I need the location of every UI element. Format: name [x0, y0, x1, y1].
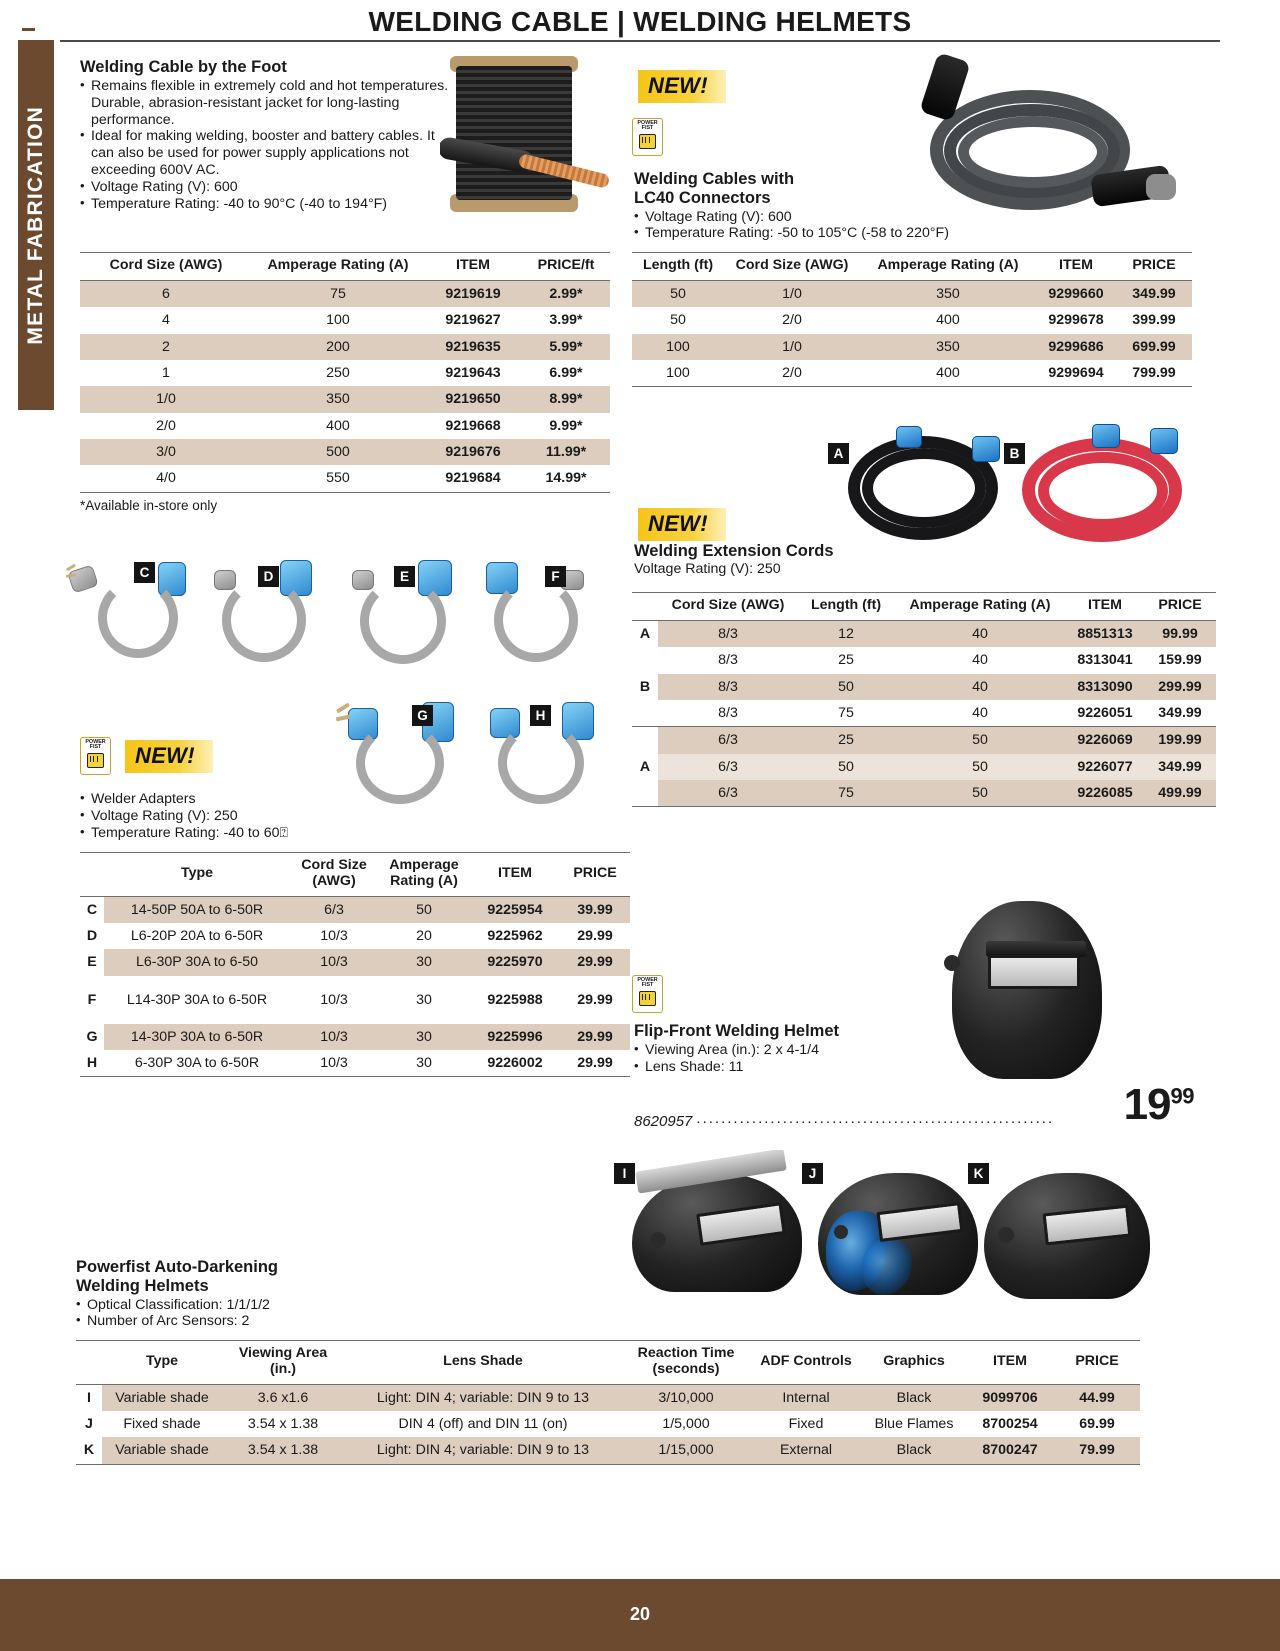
spec-item: • Lens Shade: 11	[634, 1059, 964, 1076]
cell-graphics: Blue Flames	[874, 1416, 954, 1433]
cell-type: Fixed shade	[123, 1416, 201, 1433]
item-number: 8620957	[634, 1113, 693, 1130]
cell-item: 9219676	[424, 439, 522, 465]
key-chip-j: J	[802, 1163, 823, 1184]
flip-front-helmet-title: Flip-Front Welding Helmet	[634, 1022, 840, 1040]
cell-amperage: 400	[326, 417, 350, 434]
key-chip-b: B	[1004, 443, 1025, 464]
cell-key: E	[80, 949, 104, 975]
table-row	[80, 386, 610, 412]
cell-price: 159.99	[1158, 652, 1202, 669]
table-row	[76, 1384, 1140, 1411]
cell-item: 9219619	[424, 280, 522, 307]
welding-cable-foot-block	[80, 58, 460, 213]
key-chip-c: C	[134, 562, 155, 583]
cell-amperage: 100	[326, 312, 350, 329]
col-header: ITEM	[1066, 593, 1144, 621]
welder-adapters-specs	[80, 791, 410, 842]
cell-length: 25	[838, 652, 854, 669]
cell-item: 9226077	[1066, 754, 1144, 780]
cell-cord-size: 10/3	[320, 928, 348, 945]
col-header: Amperage Rating (A)	[378, 853, 470, 897]
table-row	[80, 280, 610, 307]
cell-item: 8313090	[1066, 674, 1144, 700]
cell-item: 9299660	[1036, 280, 1116, 307]
new-badge: NEW!	[638, 508, 726, 541]
cell-item: 9219635	[424, 334, 522, 360]
spec-item: • Temperature Rating: -40 to 60⍰	[80, 825, 410, 842]
cell-amperage: 40	[894, 674, 1066, 700]
col-header: Amperage Rating (A)	[252, 253, 424, 281]
cell-cord-size: 10/3	[290, 949, 378, 975]
cell-price: 799.99	[1116, 360, 1192, 387]
col-header: PRICE	[1116, 253, 1192, 281]
flip-front-helmet-specs	[634, 1042, 964, 1076]
cell-length: 100	[632, 334, 724, 360]
cell-amperage: 400	[860, 360, 1036, 387]
cell-key: A	[632, 620, 658, 647]
auto-darkening-specs	[76, 1297, 476, 1331]
power-fist-logo-icon	[632, 975, 663, 1013]
auto-darkening-helmet-image-k	[966, 1155, 1176, 1303]
cell-amperage: 40	[894, 620, 1066, 647]
table-row	[632, 620, 1216, 647]
spec-item: • Remains flexible in extremely cold and hot temperatures.	[80, 78, 460, 95]
cell-key: F	[80, 976, 104, 1024]
cell-cord-size: 4	[162, 312, 170, 329]
cell-item: 9225988	[487, 991, 543, 1008]
lc40-table-wrap	[632, 252, 1192, 387]
cell-amperage: 400	[936, 312, 960, 329]
auto-darkening-title-line2: Welding Helmets	[76, 1276, 209, 1295]
spec-item: • Welder Adapters	[80, 791, 410, 808]
auto-darkening-table	[76, 1340, 1140, 1465]
cell-key: B	[632, 674, 658, 700]
extension-cords-table-wrap	[632, 592, 1216, 807]
cell-price: 349.99	[1158, 704, 1202, 721]
flip-front-helmet-price-row	[634, 1080, 1194, 1130]
cell-cord-size: 2/0	[724, 360, 860, 387]
auto-darkening-block	[76, 1258, 476, 1330]
cell-reaction-time: 3/10,000	[622, 1384, 750, 1411]
cell-cord-size: 6	[80, 280, 252, 307]
cell-amperage: 40	[972, 704, 988, 721]
cell-price: 499.99	[1144, 780, 1216, 807]
col-header: Type	[104, 853, 290, 897]
cell-viewing-area: 3.54 x 1.38	[247, 1416, 319, 1433]
key-chip-e: E	[394, 566, 415, 587]
welding-cable-foot-table	[80, 252, 610, 493]
cell-amperage: 350	[860, 280, 1036, 307]
fist-icon	[639, 134, 656, 149]
spec-item: • Optical Classification: 1/1/1/2	[76, 1297, 476, 1314]
cell-type: L14-30P 30A to 6-50R	[126, 991, 268, 1008]
cell-item: 9219668	[445, 417, 501, 434]
power-fist-logo-icon	[632, 118, 663, 156]
table-row	[632, 334, 1192, 360]
key-chip-d: D	[258, 566, 279, 587]
cell-cord-size: 6/3	[658, 780, 798, 807]
in-store-footnote: *Available in-store only	[80, 497, 218, 513]
cell-cord-size: 10/3	[290, 1050, 378, 1077]
cell-adf-controls: Internal	[750, 1384, 862, 1411]
cell-amperage: 50	[894, 754, 1066, 780]
welding-cable-foot-rows	[80, 280, 610, 492]
fist-icon	[87, 753, 104, 768]
cell-type: Variable shade	[102, 1384, 222, 1411]
table-row	[76, 1437, 1140, 1464]
cell-price: 14.99*	[522, 465, 610, 492]
cell-item: 9226051	[1077, 704, 1133, 721]
cell-price: 349.99	[1116, 280, 1192, 307]
cell-price: 29.99	[560, 949, 630, 975]
cell-price: 11.99*	[522, 439, 610, 465]
cell-key	[632, 700, 658, 727]
table-row	[76, 1411, 1140, 1437]
spec-item: • Voltage Rating (V): 600	[80, 179, 460, 196]
extension-cords-title: Welding Extension Cords	[634, 542, 834, 560]
cell-key: D	[80, 923, 104, 949]
col-header: PRICE/ft	[522, 253, 610, 281]
new-badge: NEW!	[125, 740, 213, 773]
cell-graphics: Black	[862, 1384, 966, 1411]
table-row	[632, 754, 1216, 780]
cell-cord-size: 1/0	[80, 386, 252, 412]
cell-key: I	[76, 1384, 102, 1411]
spec-item: • Temperature Rating: -40 to 90°C (-40 to 194°F)	[80, 196, 460, 213]
cell-cord-size: 8/3	[718, 652, 738, 669]
cell-price: 5.99*	[522, 334, 610, 360]
col-header: ITEM	[470, 853, 560, 897]
cell-reaction-time: 1/15,000	[622, 1437, 750, 1464]
table-row	[632, 647, 1216, 673]
cell-cord-size: 2	[80, 334, 252, 360]
lc40-table	[632, 252, 1192, 387]
cell-item: 9219650	[424, 386, 522, 412]
col-header: Length (ft)	[632, 253, 724, 281]
lc40-cables-block	[634, 170, 1034, 242]
welder-adapters-header	[80, 737, 213, 775]
cell-lens-shade: Light: DIN 4; variable: DIN 9 to 13	[344, 1437, 622, 1464]
table-row	[80, 1024, 630, 1050]
welding-cable-foot-specs	[80, 78, 460, 213]
brand-top-text: POWER FIST	[85, 739, 106, 751]
fist-icon	[639, 991, 656, 1006]
cell-amperage: 50	[894, 727, 1066, 754]
cell-item: 8700254	[982, 1416, 1038, 1433]
cell-type: 14-30P 30A to 6-50R	[104, 1024, 290, 1050]
cell-amperage: 20	[416, 928, 432, 945]
cell-item: 8851313	[1066, 620, 1144, 647]
cell-price: 699.99	[1116, 334, 1192, 360]
cell-length: 75	[798, 780, 894, 807]
cell-lens-shade: DIN 4 (off) and DIN 11 (on)	[398, 1416, 568, 1433]
col-header: Graphics	[862, 1341, 966, 1385]
welding-cable-foot-title: Welding Cable by the Foot	[80, 58, 287, 76]
table-row	[80, 334, 610, 360]
cell-item: 9299694	[1036, 360, 1116, 387]
cell-type: L6-20P 20A to 6-50R	[130, 928, 264, 945]
cell-amperage: 250	[326, 364, 350, 381]
cell-amperage: 75	[252, 280, 424, 307]
power-fist-logo-icon	[80, 737, 111, 775]
cell-key: C	[80, 896, 104, 923]
cell-cord-size: 6/3	[658, 754, 798, 780]
cell-reaction-time: 1/5,000	[662, 1416, 710, 1433]
brand-top-text: POWER FIST	[637, 977, 658, 989]
cell-graphics: Black	[862, 1437, 966, 1464]
cell-item: 9225996	[470, 1024, 560, 1050]
col-header: PRICE	[1144, 593, 1216, 621]
cell-type: 6-30P 30A to 6-50R	[104, 1050, 290, 1077]
cell-length: 25	[798, 727, 894, 754]
cell-price: 9.99*	[549, 417, 583, 434]
cell-length: 50	[670, 312, 686, 329]
col-header: Type	[102, 1341, 222, 1385]
cell-amperage: 550	[252, 465, 424, 492]
cell-price: 8.99*	[522, 386, 610, 412]
cell-key	[632, 780, 658, 807]
cell-price: 199.99	[1144, 727, 1216, 754]
brand-top-text: POWER FIST	[637, 120, 658, 132]
col-header: Reaction Time (seconds)	[622, 1341, 750, 1385]
spec-item: • Temperature Rating: -50 to 105°C (-58 to 220°F)	[634, 225, 1034, 242]
welder-adapters-table	[80, 852, 630, 1077]
cell-price: 44.99	[1054, 1384, 1140, 1411]
auto-darkening-helmet-image-i	[612, 1150, 832, 1295]
cell-price: 79.99	[1054, 1437, 1140, 1464]
key-chip-a: A	[828, 443, 849, 464]
cell-price: 29.99	[577, 991, 613, 1008]
col-header: Length (ft)	[798, 593, 894, 621]
cell-key	[632, 727, 658, 754]
extension-cords-subtitle: Voltage Rating (V): 250	[634, 560, 781, 577]
cell-item: 9226069	[1066, 727, 1144, 754]
table-row	[80, 465, 610, 492]
cell-item: 9225962	[487, 928, 543, 945]
col-header: ITEM	[966, 1341, 1054, 1385]
cell-cord-size: 3/0	[80, 439, 252, 465]
cell-amperage: 30	[378, 949, 470, 975]
table-row	[632, 280, 1192, 307]
cell-cord-size: 1/0	[724, 334, 860, 360]
lc40-title-line1: Welding Cables with	[634, 170, 795, 188]
title-divider	[60, 40, 1220, 42]
cell-type: L6-30P 30A to 6-50	[104, 949, 290, 975]
cell-price: 29.99	[560, 1024, 630, 1050]
cell-item: 8700247	[966, 1437, 1054, 1464]
cell-amperage: 30	[378, 1024, 470, 1050]
cell-cord-size: 6/3	[290, 896, 378, 923]
cell-amperage: 50	[894, 780, 1066, 807]
cable-spool-image	[440, 52, 620, 217]
cell-cord-size: 1	[162, 364, 170, 381]
cell-item: 9299686	[1036, 334, 1116, 360]
key-chip-f: F	[545, 566, 566, 587]
auto-darkening-title-line1: Powerfist Auto-Darkening	[76, 1258, 278, 1276]
table-row	[632, 360, 1192, 387]
cell-amperage: 30	[378, 1050, 470, 1077]
lc40-title-line2: LC40 Connectors	[634, 188, 771, 207]
flip-front-helmet-block	[634, 1022, 964, 1076]
cell-adf-controls: Fixed	[788, 1416, 824, 1433]
col-header: ITEM	[424, 253, 522, 281]
welder-adapters-table-wrap	[80, 852, 630, 1077]
spec-item: • Viewing Area (in.): 2 x 4-1/4	[634, 1042, 964, 1059]
col-header: ADF Controls	[750, 1341, 862, 1385]
cell-item: 9219643	[445, 364, 501, 381]
col-header: PRICE	[560, 853, 630, 897]
extension-cords-block	[634, 542, 974, 577]
table-row	[632, 307, 1192, 333]
cell-amperage: 500	[252, 439, 424, 465]
table-row	[80, 976, 630, 1024]
cell-price: 2.99*	[522, 280, 610, 307]
cell-item: 9226085	[1066, 780, 1144, 807]
page-number: 20	[629, 1604, 651, 1624]
cell-key	[632, 647, 658, 673]
cell-price: 349.99	[1144, 754, 1216, 780]
cell-cord-size: 10/3	[320, 991, 348, 1008]
spec-item: • Voltage Rating (V): 600	[634, 209, 1034, 226]
key-chip-h: H	[530, 705, 551, 726]
cell-length: 50	[798, 754, 894, 780]
cell-viewing-area: 3.54 x 1.38	[222, 1437, 344, 1464]
col-header: Amperage Rating (A)	[894, 593, 1066, 621]
cell-length: 12	[798, 620, 894, 647]
key-chip-k: K	[968, 1163, 989, 1184]
cell-item: 9226002	[470, 1050, 560, 1077]
cell-lens-shade: Light: DIN 4; variable: DIN 9 to 13	[344, 1384, 622, 1411]
price-value: $19^{99}$	[1123, 1080, 1194, 1129]
page-title: WELDING CABLE | WELDING HELMETS	[368, 6, 912, 37]
col-header: PRICE	[1054, 1341, 1140, 1385]
cell-cord-size: 2/0	[156, 417, 176, 434]
cell-length: 100	[632, 360, 724, 387]
cell-key: K	[76, 1437, 102, 1464]
table-row	[80, 360, 610, 386]
table-row	[80, 413, 610, 439]
cell-price: 3.99*	[549, 312, 583, 329]
cell-amperage: 50	[378, 896, 470, 923]
cell-item: 9219627	[445, 312, 501, 329]
cell-cord-size: 6/3	[658, 727, 798, 754]
new-badge: NEW!	[638, 70, 726, 103]
cell-price: 399.99	[1132, 312, 1176, 329]
leader-dots: ..........................................................	[696, 1110, 1055, 1127]
cell-type: 14-50P 50A to 6-50R	[104, 896, 290, 923]
table-row	[80, 923, 630, 949]
cell-key: A	[632, 754, 658, 780]
cell-length: 50	[798, 674, 894, 700]
cell-price: 99.99	[1144, 620, 1216, 647]
table-row	[80, 896, 630, 923]
cell-length: 75	[838, 704, 854, 721]
table-row	[80, 439, 610, 465]
extension-cords-table	[632, 592, 1216, 807]
col-header: Cord Size (AWG)	[658, 593, 798, 621]
section-spine-tab	[18, 40, 54, 410]
cell-item: 9299678	[1048, 312, 1104, 329]
table-row	[632, 780, 1216, 807]
cell-cord-size: 4/0	[80, 465, 252, 492]
cell-item: 9225970	[470, 949, 560, 975]
cell-adf-controls: External	[750, 1437, 862, 1464]
auto-darkening-table-wrap	[76, 1340, 1140, 1465]
cell-cord-size: 1/0	[724, 280, 860, 307]
cell-key: G	[80, 1024, 104, 1050]
spec-item: • Ideal for making welding, booster and battery cables. It can also be used for power supply applications not exceeding 600V AC.	[80, 128, 460, 179]
cell-price: 29.99	[577, 928, 613, 945]
col-header: ITEM	[1036, 253, 1116, 281]
cell-price: 29.99	[560, 1050, 630, 1077]
key-chip-g: G	[412, 705, 433, 726]
cell-amperage: 350	[252, 386, 424, 412]
cell-key: J	[76, 1411, 102, 1437]
cell-viewing-area: 3.6 x1.6	[222, 1384, 344, 1411]
cell-amperage: 40	[972, 652, 988, 669]
cell-amperage: 200	[252, 334, 424, 360]
cell-cord-size: 10/3	[290, 1024, 378, 1050]
cell-price: 69.99	[1079, 1416, 1115, 1433]
cell-cord-size: 8/3	[658, 674, 798, 700]
cell-amperage: 350	[860, 334, 1036, 360]
table-row	[632, 700, 1216, 727]
cell-cord-size: 8/3	[658, 620, 798, 647]
col-header: Lens Shade	[344, 1341, 622, 1385]
spine-label: METAL FABRICATION	[24, 105, 47, 345]
col-header: Cord Size (AWG)	[80, 253, 252, 281]
welding-cable-foot-table-wrap	[80, 252, 610, 513]
lc40-specs	[634, 209, 1034, 243]
table-row	[632, 727, 1216, 754]
cell-price: 39.99	[560, 896, 630, 923]
col-header: Cord Size (AWG)	[290, 853, 378, 897]
spec-item: • Voltage Rating (V): 250	[80, 808, 410, 825]
cell-item: 8313041	[1077, 652, 1133, 669]
table-row	[80, 1050, 630, 1077]
spec-item: Durable, abrasion-resistant jacket for long-lasting performance.	[91, 94, 400, 128]
col-header: Viewing Area (in.)	[222, 1341, 344, 1385]
table-row	[80, 307, 610, 333]
cell-amperage: 30	[416, 991, 432, 1008]
cell-price: 6.99*	[549, 364, 583, 381]
table-row	[80, 949, 630, 975]
cell-length: 50	[632, 280, 724, 307]
cell-key: H	[80, 1050, 104, 1077]
cell-item: 9225954	[470, 896, 560, 923]
cell-price: 299.99	[1144, 674, 1216, 700]
key-chip-i: I	[614, 1163, 635, 1184]
cell-item: 9099706	[966, 1384, 1054, 1411]
cell-cord-size: 2/0	[782, 312, 802, 329]
cell-cord-size: 8/3	[718, 704, 738, 721]
spec-item: • Number of Arc Sensors: 2	[76, 1313, 476, 1330]
cell-type: Variable shade	[102, 1437, 222, 1464]
col-header: Cord Size (AWG)	[724, 253, 860, 281]
col-header: Amperage Rating (A)	[860, 253, 1036, 281]
cell-item: 9219684	[424, 465, 522, 492]
table-row	[632, 674, 1216, 700]
